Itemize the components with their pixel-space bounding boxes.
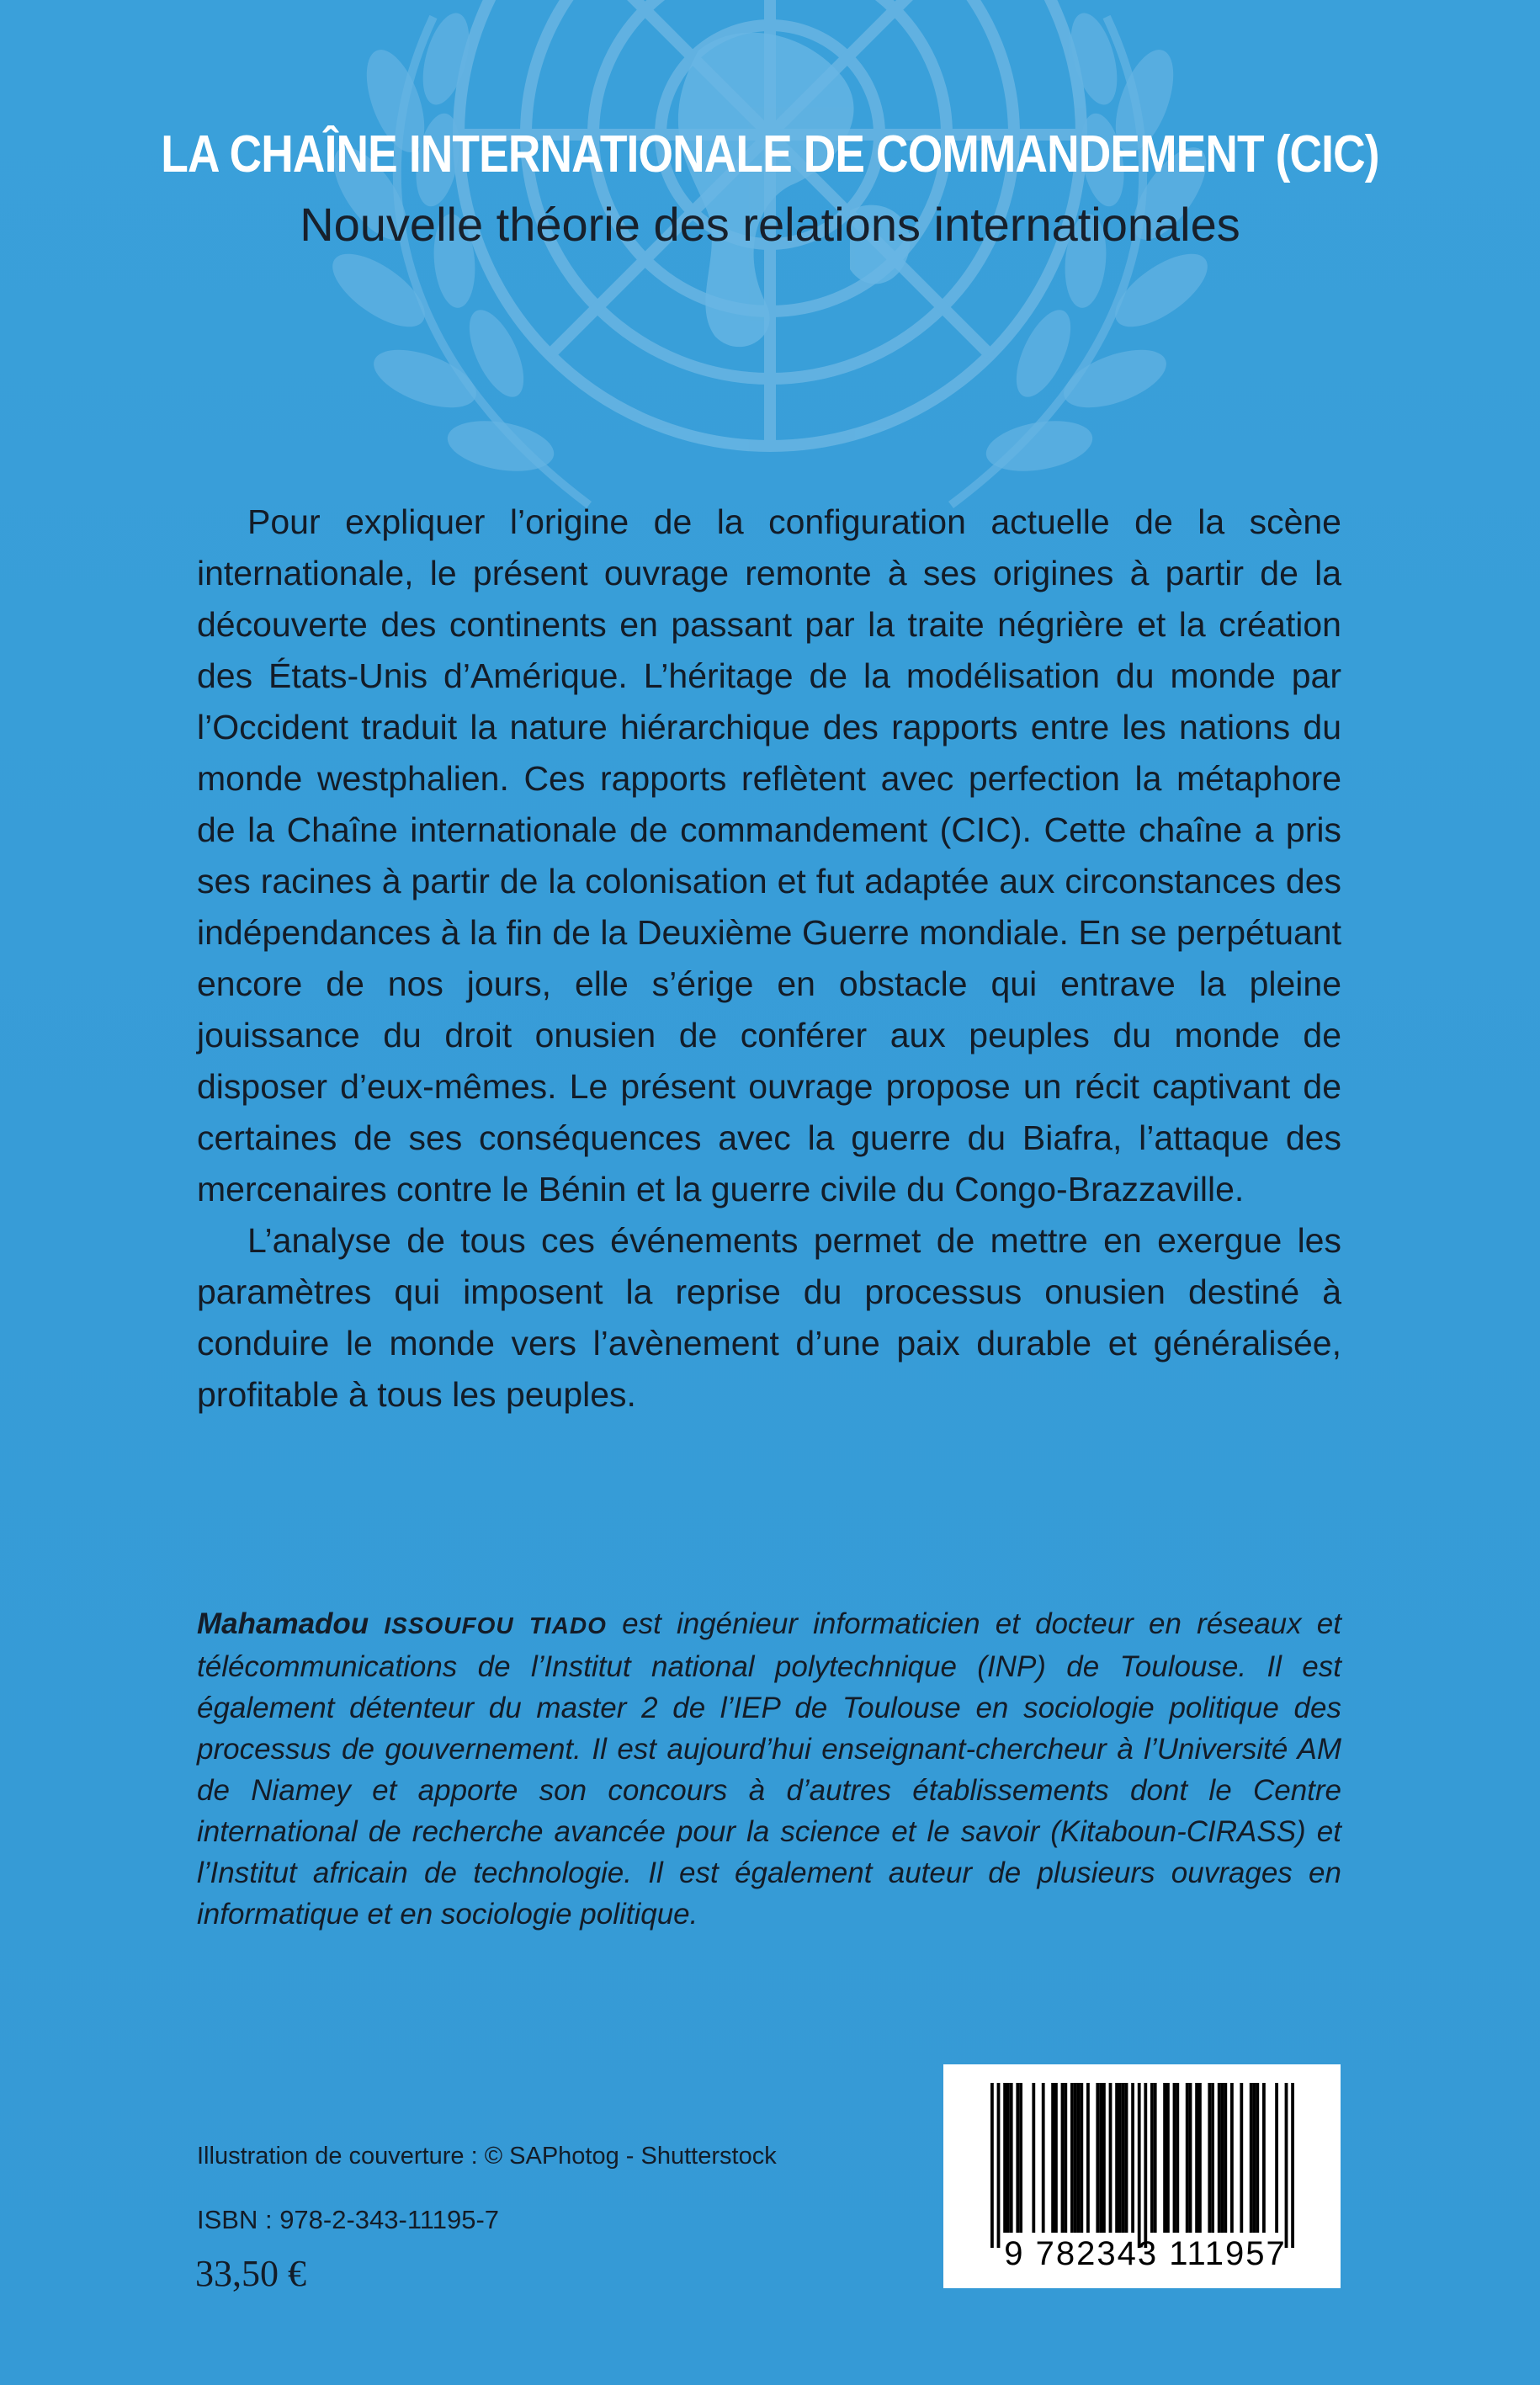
barcode-bar bbox=[1109, 2083, 1113, 2233]
barcode-bar bbox=[1208, 2083, 1211, 2233]
barcode-bar bbox=[1256, 2083, 1259, 2233]
barcode-bar bbox=[1125, 2083, 1128, 2233]
author-bio bbox=[197, 1603, 1341, 1935]
barcode-bar bbox=[1054, 2083, 1058, 2233]
barcode-bar bbox=[1221, 2083, 1224, 2233]
barcode-bar bbox=[1074, 2083, 1077, 2233]
barcode-bar bbox=[1163, 2083, 1166, 2233]
barcode-bar bbox=[1150, 2083, 1154, 2233]
barcode-bar bbox=[1285, 2083, 1288, 2248]
barcode-bar bbox=[1224, 2083, 1227, 2233]
barcode-bar bbox=[1099, 2083, 1102, 2233]
barcode-bar bbox=[1051, 2083, 1054, 2233]
barcode-bar bbox=[1230, 2083, 1234, 2233]
author-last-name-2: TIADO bbox=[528, 1612, 607, 1639]
author-first-name: Mahamadou bbox=[197, 1607, 369, 1640]
barcode-bar bbox=[1144, 2083, 1147, 2248]
barcode-bar bbox=[1010, 2083, 1013, 2233]
barcode-bar bbox=[1189, 2083, 1192, 2233]
cover-credit: Illustration de couverture : © SAPhotog - Shutterstock bbox=[197, 2143, 777, 2170]
barcode-bar bbox=[1102, 2083, 1106, 2233]
barcode-bar bbox=[1016, 2083, 1019, 2233]
barcode-bar bbox=[1195, 2083, 1198, 2233]
book-title: LA CHAÎNE INTERNATIONALE DE COMMANDEMENT (CIC) bbox=[161, 125, 1379, 183]
barcode-bar bbox=[1122, 2083, 1125, 2233]
barcode-bar bbox=[1211, 2083, 1214, 2233]
barcode-bar bbox=[997, 2083, 1001, 2248]
barcode-bar bbox=[1198, 2083, 1202, 2233]
summary-paragraph: L’analyse de tous ces événements permet de mettre en exergue les paramètres qui imposent la reprise du processus onusien destiné à conduire le monde vers l’avènement d’une paix durable et généralisée, profitable à tous les peuples. bbox=[197, 1221, 1341, 1414]
barcode-bar bbox=[1253, 2083, 1256, 2233]
barcode-bar bbox=[1275, 2083, 1278, 2233]
barcode-bar bbox=[1218, 2083, 1221, 2233]
barcode-bar bbox=[1064, 2083, 1067, 2233]
barcode-bar bbox=[1080, 2083, 1083, 2233]
barcode-bar bbox=[1131, 2083, 1134, 2233]
barcode-bar bbox=[1250, 2083, 1253, 2233]
isbn: ISBN : 978-2-343-11195-7 bbox=[197, 2205, 500, 2234]
barcode-bar bbox=[1118, 2083, 1122, 2233]
author-bio-text: est ingénieur informaticien et docteur en réseaux et télécommunications de l’Institut national polytechnique (INP) de Toulouse. Il est également détenteur du master 2 de l’IEP de Toulouse en sociologie politique des processus de gouvernement. Il est aujourd’hui enseignant-chercheur à l’Université AM de Niamey et apporte son concours à d’autres établissements dont le Centre international de recherche avancée pour la science et le savoir (Kitaboun-CIRASS) et l’Institut africain de technologie. Il est également auteur de plusieurs ouvrages en informatique et en sociologie politique. bbox=[197, 1607, 1341, 1931]
author-name bbox=[197, 1607, 607, 1640]
barcode-bar bbox=[1061, 2083, 1065, 2233]
barcode-bar bbox=[1003, 2083, 1006, 2233]
barcode-bar bbox=[990, 2083, 994, 2248]
barcode-digits: 9 782343 111957 bbox=[1004, 2235, 1287, 2272]
barcode-bar bbox=[1096, 2083, 1099, 2233]
barcode-bar bbox=[1240, 2083, 1243, 2233]
barcode-bar bbox=[1186, 2083, 1189, 2233]
barcode-bar bbox=[1077, 2083, 1081, 2233]
barcode-bar bbox=[1070, 2083, 1074, 2233]
author-last-name-1: ISSOUFOU bbox=[384, 1612, 514, 1639]
barcode-bar bbox=[1086, 2083, 1090, 2233]
barcode-bar bbox=[1115, 2083, 1118, 2233]
book-subtitle: Nouvelle théorie des relations internationales bbox=[300, 198, 1240, 251]
barcode-bar bbox=[1154, 2083, 1157, 2233]
barcode-bar bbox=[1019, 2083, 1022, 2233]
barcode-bar bbox=[1166, 2083, 1170, 2233]
barcode-bar bbox=[1138, 2083, 1141, 2248]
barcode bbox=[943, 2064, 1341, 2288]
barcode-bar bbox=[1006, 2083, 1010, 2233]
price: 33,50 € bbox=[195, 2253, 306, 2294]
barcode-bar bbox=[1032, 2083, 1035, 2233]
book-summary bbox=[197, 497, 1341, 1421]
barcode-bar bbox=[1291, 2083, 1294, 2248]
barcode-bar bbox=[1176, 2083, 1179, 2233]
barcode-bar bbox=[1042, 2083, 1045, 2233]
barcode-bar bbox=[1262, 2083, 1266, 2233]
barcode-bar bbox=[1173, 2083, 1176, 2233]
summary-paragraph: Pour expliquer l’origine de la configuration actuelle de la scène internationale, le présent ouvrage remonte à ses origines à partir de la découverte des continents en passant par la traite négrière et la création des États-Unis d’Amérique. L’héritage de la modélisation du monde par l’Occident traduit la nature hiérarchique des rapports entre les nations du monde westphalien. Ces rapports reflètent avec perfection la métaphore de la Chaîne internationale de commandement (CIC). Cette chaîne a pris ses racines à partir de la colonisation et fut adaptée aux circonstances des indépendances à la fin de la Deuxième Guerre mondiale. En se perpétuant encore de nos jours, elle s’érige en obstacle qui entrave la pleine jouissance du droit onusien de conférer aux peuples du monde de disposer d’eux-mêmes. Le présent ouvrage propose un récit captivant de certaines de ses conséquences avec la guerre du Biafra, l’attaque des mercenaires contre le Bénin et la guerre civile du Congo-Brazzaville. bbox=[197, 502, 1341, 1208]
